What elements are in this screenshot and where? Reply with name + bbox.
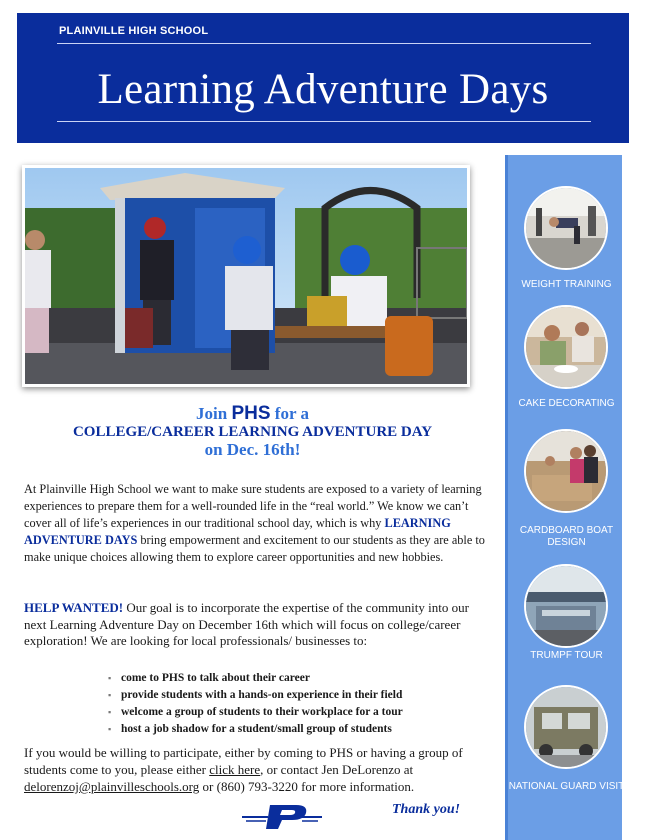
activity-label: TRUMPF TOUR	[530, 650, 603, 661]
join-suffix: for a	[274, 404, 309, 423]
intro-text-2: bring empowerment and excitement to our students as they are able to make unique choices allowing them to explore career opportunities and new hobbies.	[24, 533, 485, 564]
contact-text-3: or (860) 793-3220 for more information.	[199, 779, 415, 794]
list-item: ▪ host a job shadow for a student/small group of students	[108, 721, 488, 738]
help-wanted-paragraph	[24, 600, 494, 650]
activity-photo	[524, 429, 608, 513]
activity-label: WEIGHT TRAINING	[521, 279, 612, 290]
intro-text-1: At Plainville High School we want to make sure students are exposed to a variety of learning experiences to prepare them for a well-rounded life in the “real world.” We know we can’t cover all of life’s experiences in our traditional school day, which is why	[24, 482, 482, 530]
list-item: ▪ welcome a group of students to their workplace for a tour	[108, 704, 488, 721]
join-phs: PHS	[231, 403, 271, 424]
join-line	[0, 404, 505, 424]
email-link[interactable]: delorenzoj@plainvilleschools.org	[24, 779, 200, 794]
list-item: ▪ come to PHS to talk about their career	[108, 670, 488, 687]
school-logo-icon	[238, 803, 324, 831]
help-wanted-text: Our goal is to incorporate the expertise of the community into our next Learning Adventure Day on December 16th which will focus on college/career exploration! We are looking for local professionals/ businesses to:	[24, 600, 469, 648]
activity-label: CARDBOARD BOAT DESIGN	[519, 525, 614, 548]
help-wanted-label: HELP WANTED!	[24, 600, 124, 615]
banner-rule-top	[57, 43, 591, 44]
hero-photo-image	[25, 168, 467, 384]
contact-text-1: If you would be willing to participate, either by coming to PHS or having a group of students come to you, please either	[24, 745, 463, 777]
click-here-link[interactable]: click here	[209, 762, 261, 777]
contact-text-2: , or contact Jen DeLorenzo at	[260, 762, 414, 777]
contact-paragraph	[24, 744, 494, 795]
intro-highlight: LEARNING ADVENTURE DAYS	[24, 516, 451, 547]
event-heading	[0, 404, 505, 459]
intro-paragraph	[24, 481, 494, 566]
activity-photo	[524, 564, 608, 648]
hero-photo	[22, 165, 470, 387]
thank-you-note: Thank you!	[392, 802, 461, 817]
banner-rule-bottom	[57, 121, 591, 122]
school-name: PLAINVILLE HIGH SCHOOL	[59, 25, 209, 37]
activity-photo	[524, 186, 608, 270]
activity-photo	[524, 685, 608, 769]
header-banner	[17, 13, 629, 143]
activity-label: CAKE DECORATING	[518, 398, 615, 409]
page-title: Learning Adventure Days	[97, 66, 549, 113]
activity-photo	[524, 305, 608, 389]
event-date: on Dec. 16th!	[204, 440, 301, 459]
list-item: ▪ provide students with a hands-on experience in their field	[108, 687, 488, 704]
join-prefix: Join	[196, 404, 228, 423]
activities-sidebar	[505, 155, 625, 840]
activity-label: NATIONAL GUARD VISIT	[508, 781, 625, 792]
event-title: COLLEGE/CAREER LEARNING ADVENTURE DAY	[72, 424, 433, 440]
request-list	[108, 670, 488, 738]
